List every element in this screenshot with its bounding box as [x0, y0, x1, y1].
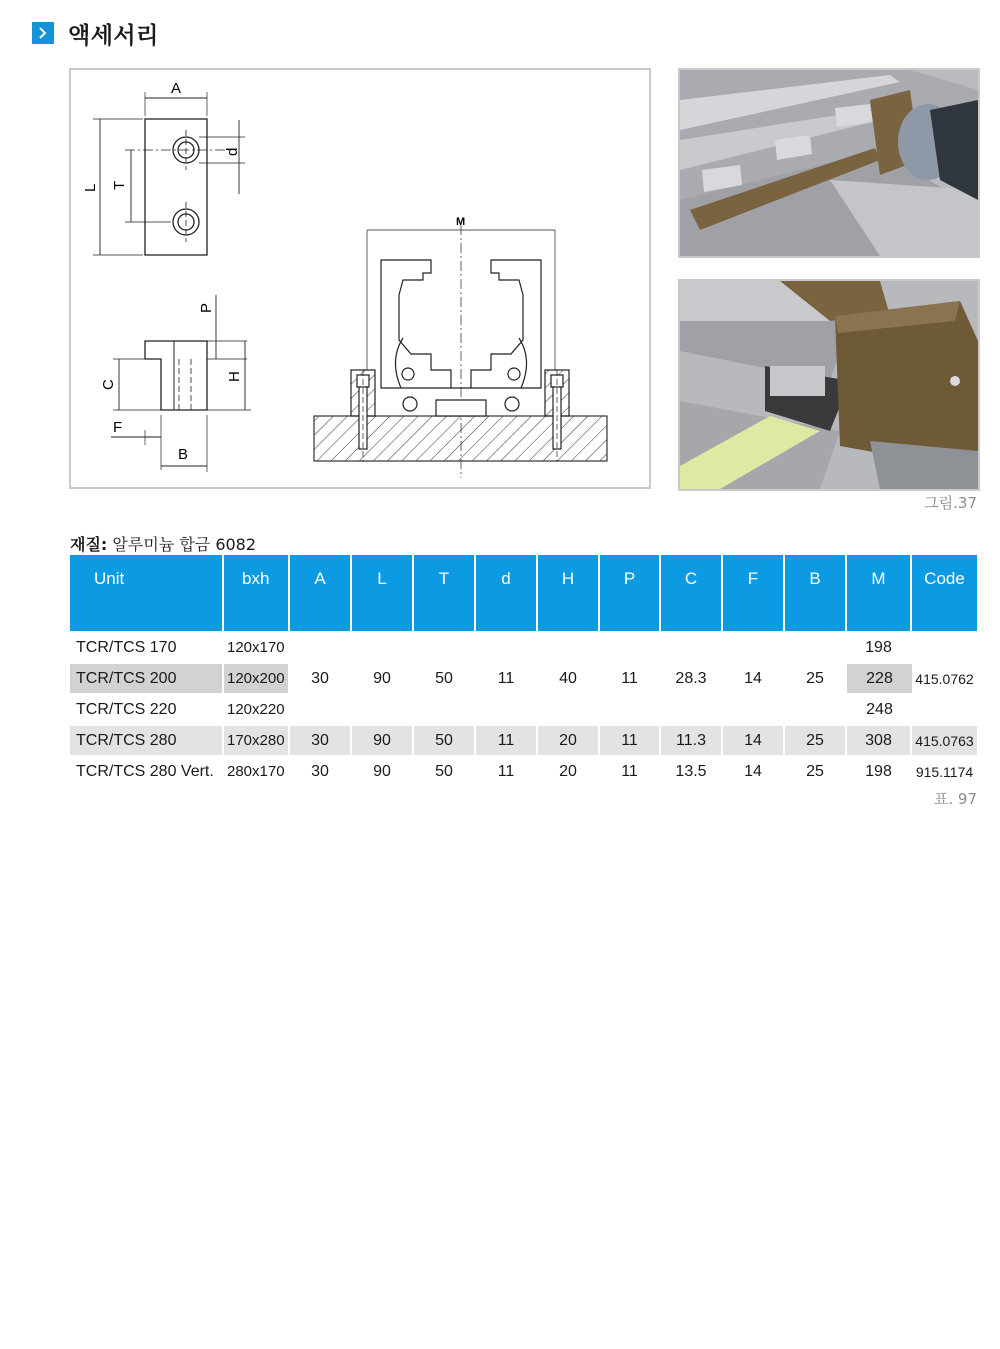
header-code: Code — [912, 555, 977, 631]
header-l: L — [352, 555, 414, 631]
cell-code: 915.1174 — [912, 755, 977, 786]
cell-l: 90 — [352, 631, 414, 724]
cell-h: 20 — [538, 724, 600, 755]
dim-label-l: L — [82, 183, 99, 192]
profile-cross-section — [314, 225, 607, 478]
cell-unit: TCR/TCS 220 — [70, 693, 224, 724]
table-caption: 표. 97 — [933, 790, 977, 808]
cell-t: 50 — [414, 755, 476, 786]
chevron-right-icon — [32, 22, 54, 44]
cell-c: 28.3 — [661, 631, 723, 724]
cell-m: 248 — [847, 693, 912, 724]
cell-d: 11 — [476, 631, 538, 724]
cell-unit: TCR/TCS 280 Vert. — [70, 755, 224, 786]
cell-d: 11 — [476, 755, 538, 786]
header-f: F — [723, 555, 785, 631]
product-photo-bottom — [678, 279, 980, 491]
cell-l: 90 — [352, 755, 414, 786]
material-value: 알루미늄 합금 6082 — [112, 535, 257, 554]
cell-d: 11 — [476, 724, 538, 755]
cell-code: 415.0762 — [912, 631, 977, 724]
dim-label-h: H — [226, 371, 243, 382]
header-b: B — [785, 555, 847, 631]
dim-label-d: d — [224, 147, 241, 156]
dim-label-t: T — [111, 180, 128, 190]
page-title: 액세서리 — [68, 22, 159, 49]
dim-label-p: P — [198, 302, 215, 313]
cell-unit: TCR/TCS 170 — [70, 631, 224, 662]
header-d: d — [476, 555, 538, 631]
cell-m: 228 — [847, 662, 912, 693]
material-label: 재질: — [70, 535, 108, 554]
dim-label-m: M — [456, 216, 466, 228]
dim-label-c: C — [100, 379, 117, 390]
cell-t: 50 — [414, 724, 476, 755]
cell-l: 90 — [352, 724, 414, 755]
dim-label-b: B — [178, 446, 189, 463]
cell-c: 11.3 — [661, 724, 723, 755]
dim-label-f: F — [113, 419, 123, 436]
cell-p: 11 — [600, 755, 661, 786]
cell-p: 11 — [600, 631, 661, 724]
header-unit: Unit — [70, 555, 224, 631]
figure-caption: 그림.37 — [924, 494, 977, 512]
header-bxh: bxh — [224, 555, 290, 631]
cell-unit: TCR/TCS 280 — [70, 724, 224, 755]
header-h: H — [538, 555, 600, 631]
block-top-view — [93, 92, 245, 255]
cell-b: 25 — [785, 755, 847, 786]
cell-bxh: 170x280 — [224, 724, 290, 755]
table-row — [70, 631, 977, 662]
cell-t: 50 — [414, 631, 476, 724]
cell-bxh: 120x200 — [224, 662, 290, 693]
table-row — [70, 755, 977, 786]
cell-unit: TCR/TCS 200 — [70, 662, 224, 693]
product-photo-top — [678, 68, 980, 258]
cell-a: 30 — [290, 724, 352, 755]
cell-b: 25 — [785, 631, 847, 724]
header-p: P — [600, 555, 661, 631]
header-m: M — [847, 555, 912, 631]
table-row — [70, 724, 977, 755]
cell-a: 30 — [290, 755, 352, 786]
cell-c: 13.5 — [661, 755, 723, 786]
cell-bxh: 120x170 — [224, 631, 290, 662]
cell-f: 14 — [723, 631, 785, 724]
cell-bxh: 120x220 — [224, 693, 290, 724]
header-t: T — [414, 555, 476, 631]
cell-m: 198 — [847, 631, 912, 662]
cell-a: 30 — [290, 631, 352, 724]
header-c: C — [661, 555, 723, 631]
cell-code: 415.0763 — [912, 724, 977, 755]
dim-label-a: A — [171, 80, 182, 97]
cell-m: 308 — [847, 724, 912, 755]
cell-p: 11 — [600, 724, 661, 755]
spec-table — [70, 555, 977, 786]
cell-f: 14 — [723, 755, 785, 786]
table-header-row — [70, 555, 977, 631]
technical-drawing — [69, 68, 651, 489]
cell-m: 198 — [847, 755, 912, 786]
cell-h: 40 — [538, 631, 600, 724]
cell-b: 25 — [785, 724, 847, 755]
cell-bxh: 280x170 — [224, 755, 290, 786]
cell-h: 20 — [538, 755, 600, 786]
material-line — [70, 532, 256, 555]
cell-f: 14 — [723, 724, 785, 755]
header-a: A — [290, 555, 352, 631]
section-header — [32, 18, 159, 48]
